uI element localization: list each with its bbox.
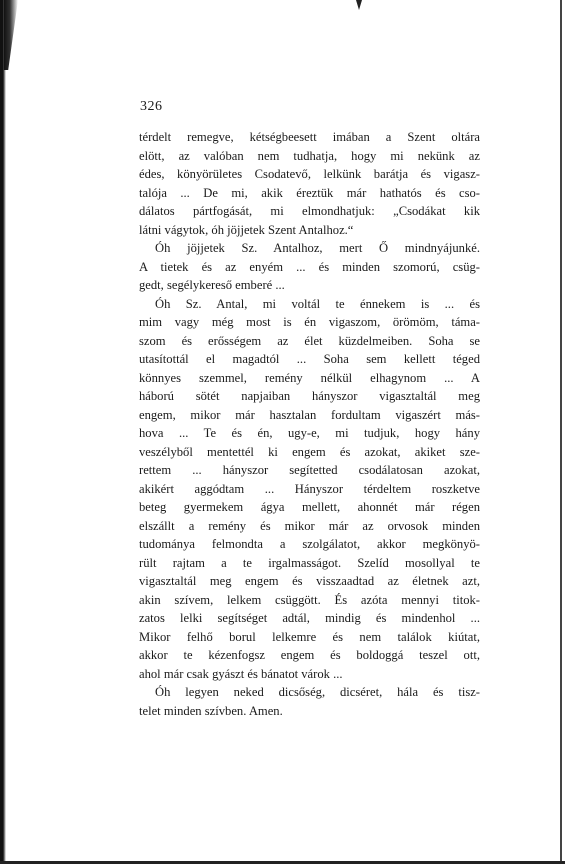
text-line: tudománya felmondta a szolgálatot, akkor megkönyö- <box>139 537 480 551</box>
body-text <box>139 128 480 720</box>
text-line: rettem ... hányszor segítetted csodálatosan azokat, <box>139 463 480 477</box>
text-line: zatos lelki segítséget adtál, mindig és mindenhol ... <box>139 611 480 625</box>
text-line: akikért aggódtam ... Hányszor térdeltem roszketve <box>139 481 480 496</box>
text-line: édes, könyörületes Csodatevő, lelkünk barátja és vigasz- <box>139 167 480 181</box>
scan-left-edge-shadow <box>4 0 18 70</box>
text-line: rült rajtam a te irgalmasságot. Szelíd mosollyal te <box>139 555 480 570</box>
text-line: akkor te kézenfogsz engem és boldoggá teszel ott, <box>139 648 480 662</box>
text-line: Óh Sz. Antal, mi voltál te énnekem is ... és <box>155 296 480 311</box>
text-line: hova ... Te és én, ugy-e, mi tudjuk, hogy hány <box>139 426 480 440</box>
scan-left-edge <box>0 0 6 864</box>
text-line: térdelt remegve, kétségbeesett imában a Szent oltára <box>139 130 480 144</box>
text-line: mim vagy még most is én vigaszom, örömöm, táma- <box>139 315 480 329</box>
text-line: háború sötét napjaiban hányszor vigasztaltál meg <box>139 389 480 403</box>
text-line: utasítottál el magadtól ... Soha sem kellett téged <box>139 352 480 366</box>
text-line: engem, mikor már hasztalan fordultam vigaszért más- <box>139 407 480 422</box>
text-line: szom és erősségem az élet küzdelmeiben. Soha se <box>139 333 480 348</box>
text-line: A tietek és az enyém ... és minden szomorú, csüg- <box>139 259 480 274</box>
text-line: könnyes szemmel, remény nélkül elhagynom ... A <box>139 370 480 385</box>
text-line: veszélyből mentettél ki engem és azokat, akiket sze- <box>139 444 480 459</box>
text-line: elszállt a remény és mikor már az orvosok minden <box>139 518 480 533</box>
text-line: talója ... De mi, akik éreztük már hathatós és cso- <box>139 185 480 200</box>
text-line: gedt, segélykereső emberé ... <box>139 278 285 292</box>
text-line: akin szívem, lelkem csüggött. És azóta mennyi titok- <box>139 592 480 607</box>
scan-top-mark <box>356 0 362 10</box>
text-line: Óh legyen neked dicsőség, dicséret, hála és tisz- <box>155 685 480 699</box>
text-line: vigasztaltál meg engem és visszaadtad az életnek azt, <box>139 574 480 588</box>
text-line: Mikor felhő borul lelkemre és nem találok kiútat, <box>139 629 480 644</box>
text-line: elött, az valóban nem tudhatja, hogy mi nekünk az <box>139 148 480 163</box>
text-line: látni vágytok, óh jöjjetek Szent Antalhoz.“ <box>139 222 354 237</box>
text-line: ahol már csak gyászt és bánatot várok ... <box>139 666 343 681</box>
scan-right-edge <box>560 0 562 864</box>
text-line: telet minden szívben. Amen. <box>139 703 283 718</box>
text-line: beteg gyermekem ágya mellett, ahonnét már régen <box>139 500 480 514</box>
text-line: dálatos pártfogását, mi elmondhatjuk: „Csodákat kik <box>139 204 480 218</box>
text-line: Óh jöjjetek Sz. Antalhoz, mert Ő mindnyájunké. <box>155 241 480 255</box>
page-number: 326 <box>140 99 163 114</box>
